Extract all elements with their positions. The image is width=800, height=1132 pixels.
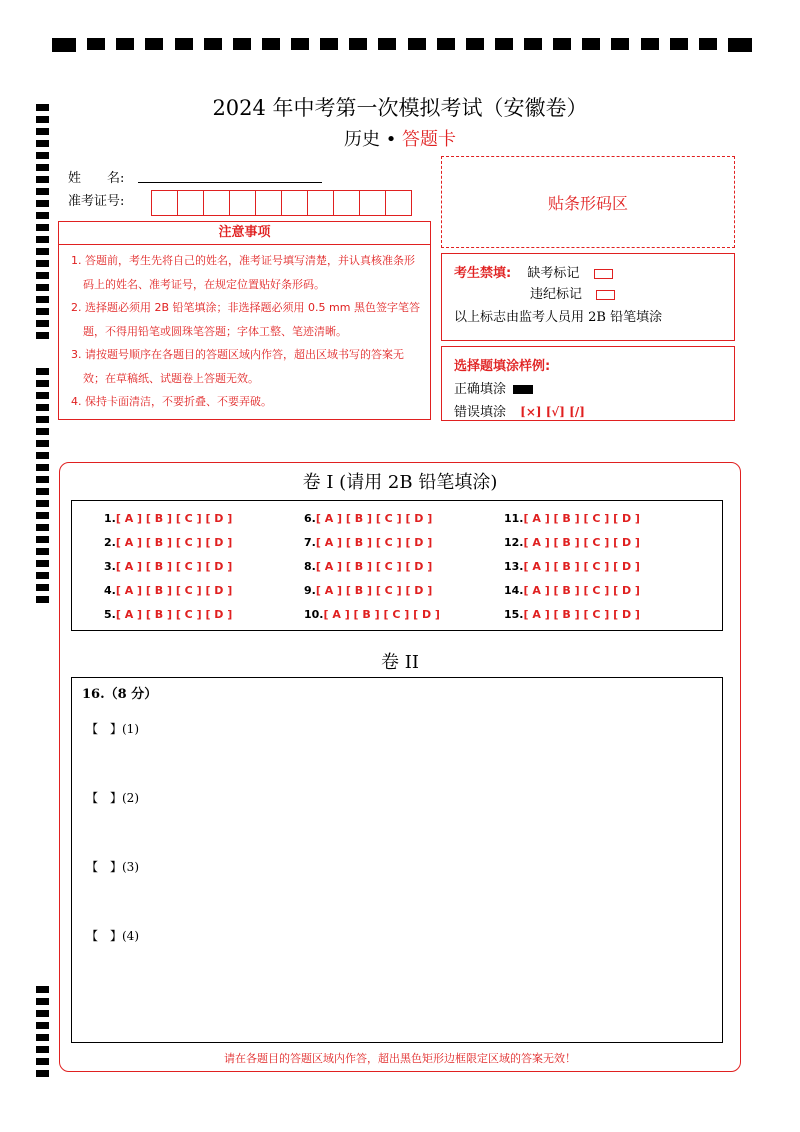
answer-options[interactable]: [ A ] [ B ] [ C ] [ D ] <box>523 608 640 621</box>
timing-mark <box>36 512 49 519</box>
choice-question-8[interactable] <box>304 560 432 573</box>
notice-item: 3. 请按题号顺序在各题目的答题区域内作答，超出区域书写的答案无效；在草稿纸、试题卷上答题无效。 <box>71 348 404 385</box>
notice-heading: 注意事项 <box>58 221 431 245</box>
timing-mark <box>52 38 76 52</box>
side-timing-marks-lower <box>36 986 50 1082</box>
timing-mark <box>87 38 105 50</box>
timing-mark <box>349 38 367 50</box>
timing-mark <box>728 38 752 52</box>
choice-question-10[interactable] <box>304 608 440 621</box>
correct-fill-mark <box>513 385 533 394</box>
question-number: 10. <box>304 608 324 621</box>
timing-mark <box>641 38 659 50</box>
choice-question-9[interactable] <box>304 584 432 597</box>
timing-mark <box>145 38 163 50</box>
timing-mark <box>36 548 49 555</box>
name-label: 姓 名: <box>68 171 125 186</box>
timing-mark <box>116 38 134 50</box>
timing-mark <box>553 38 571 50</box>
answer-options[interactable]: [ A ] [ B ] [ C ] [ D ] <box>323 608 440 621</box>
timing-mark <box>36 272 49 279</box>
question-16-heading: 16.（8 分） <box>82 687 158 702</box>
top-timing-marks <box>52 38 752 52</box>
timing-mark <box>36 1034 49 1041</box>
question-number: 14. <box>504 584 524 597</box>
choice-question-3[interactable] <box>104 560 232 573</box>
subject-label: 历史 <box>343 129 380 150</box>
timing-mark <box>437 38 455 50</box>
answer-options[interactable]: [ A ] [ B ] [ C ] [ D ] <box>523 512 640 525</box>
timing-mark <box>36 224 49 231</box>
timing-mark <box>36 416 49 423</box>
absent-mark-box[interactable] <box>594 269 613 279</box>
timing-mark <box>320 38 338 50</box>
timing-mark <box>36 260 49 267</box>
absent-mark-label: 缺考标记 <box>527 266 580 281</box>
exam-id-digit-box[interactable] <box>177 190 204 216</box>
timing-mark <box>36 440 49 447</box>
choice-question-4[interactable] <box>104 584 232 597</box>
correct-fill-label: 正确填涂 <box>454 382 507 397</box>
question-number: 15. <box>504 608 524 621</box>
exam-id-digit-box[interactable] <box>385 190 412 216</box>
answer-card-label: 答题卡 <box>402 129 457 150</box>
timing-mark <box>466 38 484 50</box>
answer-options[interactable]: [ A ] [ B ] [ C ] [ D ] <box>523 560 640 573</box>
timing-mark <box>36 296 49 303</box>
q16-part-2: 【 】(2) <box>86 791 139 805</box>
exam-id-digit-box[interactable] <box>333 190 360 216</box>
violation-mark-label: 违纪标记 <box>530 287 583 302</box>
timing-mark <box>36 1070 49 1077</box>
exam-id-digit-box[interactable] <box>255 190 282 216</box>
timing-mark <box>378 38 396 50</box>
choice-question-13[interactable] <box>504 560 640 573</box>
choice-question-5[interactable] <box>104 608 232 621</box>
timing-mark <box>36 1010 49 1017</box>
question-number: 5. <box>104 608 116 621</box>
choice-question-15[interactable] <box>504 608 640 621</box>
timing-mark <box>262 38 280 50</box>
answer-options[interactable]: [ A ] [ B ] [ C ] [ D ] <box>315 512 433 525</box>
timing-mark <box>495 38 513 50</box>
fill-sample-label: 选择题填涂样例: <box>454 359 551 374</box>
choice-question-11[interactable] <box>504 512 640 525</box>
timing-mark <box>36 188 49 195</box>
answer-options[interactable]: [ A ] [ B ] [ C ] [ D ] <box>115 608 233 621</box>
wrong-fill-marks: [×] [√] [/] <box>520 405 585 419</box>
timing-mark <box>36 152 49 159</box>
timing-mark <box>36 572 49 579</box>
answer-options[interactable]: [ A ] [ B ] [ C ] [ D ] <box>315 536 433 549</box>
exam-title: 2024 年中考第一次模拟考试（安徽卷） <box>212 96 588 120</box>
timing-mark <box>36 1022 49 1029</box>
exam-id-label: 准考证号: <box>68 194 125 209</box>
timing-mark <box>36 308 49 315</box>
timing-mark <box>36 536 49 543</box>
answer-options[interactable]: [ A ] [ B ] [ C ] [ D ] <box>115 560 233 573</box>
timing-mark <box>36 584 49 591</box>
notice-item: 1. 答题前，考生先将自己的姓名，准考证号填写清楚，并认真核准条形码上的姓名、准考证号，在规定位置贴好条形码。 <box>71 254 415 291</box>
timing-mark <box>36 320 49 327</box>
timing-mark <box>36 176 49 183</box>
choice-question-2[interactable] <box>104 536 232 549</box>
timing-mark <box>36 164 49 171</box>
proctor-only-box <box>441 253 735 341</box>
timing-mark <box>36 524 49 531</box>
question-number: 11. <box>504 512 524 525</box>
question-number: 8. <box>304 560 316 573</box>
choice-question-6[interactable] <box>304 512 432 525</box>
choice-question-7[interactable] <box>304 536 432 549</box>
q16-part-4: 【 】(4) <box>86 929 139 943</box>
card-subtitle <box>0 125 800 151</box>
timing-mark <box>36 332 49 339</box>
answer-options[interactable]: [ A ] [ B ] [ C ] [ D ] <box>523 536 640 549</box>
question-number: 2. <box>104 536 116 549</box>
answer-options[interactable]: [ A ] [ B ] [ C ] [ D ] <box>115 512 233 525</box>
choice-question-14[interactable] <box>504 584 640 597</box>
question-number: 3. <box>104 560 116 573</box>
timing-mark <box>36 200 49 207</box>
timing-mark <box>36 212 49 219</box>
question-16-answer-box[interactable] <box>71 677 723 1043</box>
timing-mark <box>36 284 49 291</box>
timing-mark <box>36 248 49 255</box>
exam-id-digit-box[interactable] <box>151 190 178 216</box>
exam-id-digit-box[interactable] <box>359 190 386 216</box>
timing-mark <box>670 38 688 50</box>
timing-mark <box>233 38 251 50</box>
choice-question-1[interactable] <box>104 512 232 525</box>
footer-note: 请在各题目的答题区域内作答，超出黑色矩形边框限定区域的答案无效！ <box>224 1052 576 1065</box>
answer-options[interactable]: [ A ] [ B ] [ C ] [ D ] <box>315 560 433 573</box>
name-input-line[interactable] <box>138 181 322 183</box>
exam-id-digit-box[interactable] <box>307 190 334 216</box>
answer-options[interactable]: [ A ] [ B ] [ C ] [ D ] <box>115 536 233 549</box>
timing-mark <box>36 392 49 399</box>
section-2-title: 卷 II <box>381 652 419 673</box>
question-number: 13. <box>504 560 524 573</box>
timing-mark <box>36 236 49 243</box>
timing-mark <box>36 560 49 567</box>
notice-item: 2. 选择题必须用 2B 铅笔填涂；非选择题必须用 0.5 mm 黑色签字笔答题，不得用铅笔或圆珠笔答题；字体工整、笔迹清晰。 <box>71 301 420 338</box>
question-number: 4. <box>104 584 116 597</box>
question-number: 12. <box>504 536 524 549</box>
exam-id-digit-box[interactable] <box>229 190 256 216</box>
answer-options[interactable]: [ A ] [ B ] [ C ] [ D ] <box>523 584 640 597</box>
proctor-note: 以上标志由监考人员用 2B 铅笔填涂 <box>454 310 663 325</box>
question-number: 9. <box>304 584 316 597</box>
exam-id-digit-box[interactable] <box>281 190 308 216</box>
barcode-area <box>441 156 735 248</box>
timing-mark <box>36 380 49 387</box>
timing-mark <box>408 38 426 50</box>
timing-mark <box>36 368 49 375</box>
timing-mark <box>582 38 600 50</box>
answer-options[interactable]: [ A ] [ B ] [ C ] [ D ] <box>315 584 433 597</box>
timing-mark <box>36 404 49 411</box>
timing-mark <box>36 428 49 435</box>
question-number: 7. <box>304 536 316 549</box>
timing-mark <box>175 38 193 50</box>
exam-id-digit-box[interactable] <box>203 190 230 216</box>
timing-mark <box>36 986 49 993</box>
violation-mark-box[interactable] <box>596 290 615 300</box>
exam-id-boxes[interactable] <box>152 190 412 216</box>
q16-part-3: 【 】(3) <box>86 860 139 874</box>
timing-mark <box>36 596 49 603</box>
timing-mark <box>291 38 309 50</box>
proctor-only-label: 考生禁填: <box>454 266 512 281</box>
barcode-area-label: 贴条形码区 <box>547 193 628 213</box>
wrong-fill-label: 错误填涂 <box>454 405 507 420</box>
fill-sample-box <box>441 346 735 421</box>
section-1-title: 卷 I (请用 2B 铅笔填涂) <box>302 472 498 493</box>
answer-options[interactable]: [ A ] [ B ] [ C ] [ D ] <box>115 584 233 597</box>
question-number: 1. <box>104 512 116 525</box>
subtitle-dot: • <box>385 129 397 150</box>
timing-mark <box>36 452 49 459</box>
timing-mark <box>699 38 717 50</box>
question-number: 6. <box>304 512 316 525</box>
choice-question-12[interactable] <box>504 536 640 549</box>
notice-item: 4. 保持卡面清洁，不要折叠、不要弄破。 <box>71 395 272 408</box>
timing-mark <box>204 38 222 50</box>
timing-mark <box>36 998 49 1005</box>
timing-mark <box>524 38 542 50</box>
q16-part-1: 【 】(1) <box>86 722 139 736</box>
notice-list <box>58 244 431 420</box>
timing-mark <box>611 38 629 50</box>
timing-mark <box>36 500 49 507</box>
